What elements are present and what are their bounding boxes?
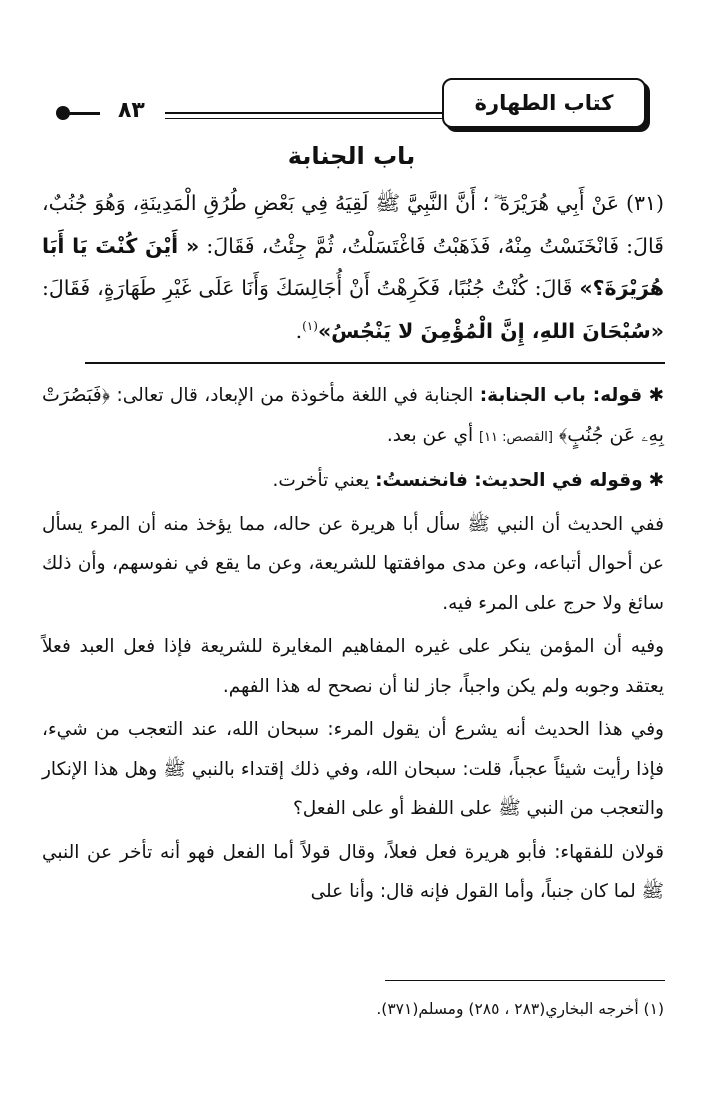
para1-text: الجنابة في اللغة مأخوذة من الإبعاد، قال تعالى: (116, 385, 474, 406)
footnote-reference: (١) (302, 318, 318, 333)
hadith-text: (٣١) عَنْ أَبِي هُرَيْرَةَ ؓ ؛ أَنَّ النَّبِيَّ ﷺ لَقِيَهُ فِي بَعْضِ طُرُقِ الْمَدِينَةِ، وَهُوَ جُنُبٌ، قَالَ: فَانْخَنَسْتُ مِنْهُ، فَذَهَبْتُ فَاغْتَسَلْتُ، ثُمَّ جِئْتُ، فَقَالَ: « أَيْنَ كُنْتَ يَا أَبَا هُرَيْرَةَ؟» قَالَ: كُنْتُ جُنُبًا، فَكَرِهْتُ أَنْ أُجَالِسَكَ وَأَنَا عَلَى غَيْرِ طَهَارَةٍ، فَقَالَ: «سُبْحَانَ اللهِ، إِنَّ الْمُؤْمِنَ لا يَنْجُسُ»$^{(١)}$. (42, 191, 664, 343)
hadith-part2: قَالَ: كُنْتُ جُنُبًا، فَكَرِهْتُ أَنْ أُجَالِسَكَ وَأَنَا عَلَى غَيْرِ طَهَارَةٍ، فَقَالَ: (42, 276, 573, 300)
page-number: ٨٣ (118, 98, 145, 123)
commentary-para-3: ففي الحديث أن النبي ﷺ سأل أبا هريرة عن حاله، مما يؤخذ منه أن المرء يسأل عن أحوال أتباعه، وعن مدى موافقتها للشريعة، وعن ما يقع في نفوسهم، وأن ذلك سائغ ولا حرج على المرء فيه. (42, 513, 664, 614)
footnote: (١) أخرجه البخاري(٢٨٣ ، ٢٨٥) ومسلم(٣٧١). (376, 1000, 664, 1018)
para2-text: يعني تأخرت. (272, 470, 370, 491)
quran-reference: [القصص: ١١] (478, 429, 553, 445)
hadith-quote1: « أَيْنَ كُنْتَ يَا أَبَا هُرَيْرَةَ؟» (42, 233, 664, 300)
hadith-part1: عَنْ أَبِي هُرَيْرَةَ ؓ ؛ أَنَّ النَّبِيَّ ﷺ لَقِيَهُ فِي بَعْضِ طُرُقِ الْمَدِينَةِ، وَهُوَ جُنُبٌ، قَالَ: فَانْخَنَسْتُ مِنْهُ، فَذَهَبْتُ فَاغْتَسَلْتُ، ثُمَّ جِئْتُ، فَقَالَ: (42, 191, 664, 258)
header-rule-thin (165, 118, 443, 119)
commentary-para-6: قولان للفقهاء: فأبو هريرة فعل فعلاً، وقال قولاً أما الفعل فهو أنه تأخر عن النبي ﷺ لما كان جنباً، وأما القول فإنه قال: وأنا على (42, 841, 664, 902)
para1-tail: أي عن بعد. (386, 424, 474, 446)
commentary (42, 376, 664, 916)
commentary-para-5: وفي هذا الحديث أنه يشرع أن يقول المرء: سبحان الله، عند التعجب من شيء، فإذا رأيت شيئاً عجباً، قلت: سبحان الله، وفي ذلك إقتداء بالنبي ﷺ وهل هذا الإنكار والتعجب من النبي ﷺ على اللفظ أو على الفعل؟ (42, 719, 664, 819)
hadith-quote2: «سُبْحَانَ اللهِ، إِنَّ الْمُؤْمِنَ لا يَنْجُسُ» (317, 318, 664, 343)
commentary-para-2 (42, 461, 664, 501)
footnote-rule (385, 980, 665, 981)
asterisk-icon: ✱ (648, 385, 665, 406)
running-header-title (442, 78, 646, 128)
header-ornament-dot (56, 106, 70, 120)
commentary-para-4: وفيه أن المؤمن ينكر على غيره المفاهيم المغايرة للشريعة فإذا فعل العبد فعلاً يعتقد وجوبه ولم يكن واجباً، جاز لنا أن نصحح له هذا الفهم. (42, 636, 664, 697)
book-title: كتاب الطهارة (474, 91, 614, 115)
quran-verse: ﴿فَبَصُرَتْ بِهِۦ عَن جُنُبٍ﴾ (42, 384, 664, 446)
para2-lead: وقوله في الحديث: فانخنستُ: (375, 470, 643, 491)
chapter-title: باب الجنابة (287, 142, 416, 170)
asterisk-icon: ✱ (648, 470, 664, 491)
para1-lead: قوله: باب الجنابة: (479, 385, 643, 406)
header-rule (165, 112, 443, 114)
hadith-separator (85, 362, 665, 364)
hadith-number: (٣١) (625, 191, 664, 215)
commentary-para-1 (42, 376, 664, 457)
